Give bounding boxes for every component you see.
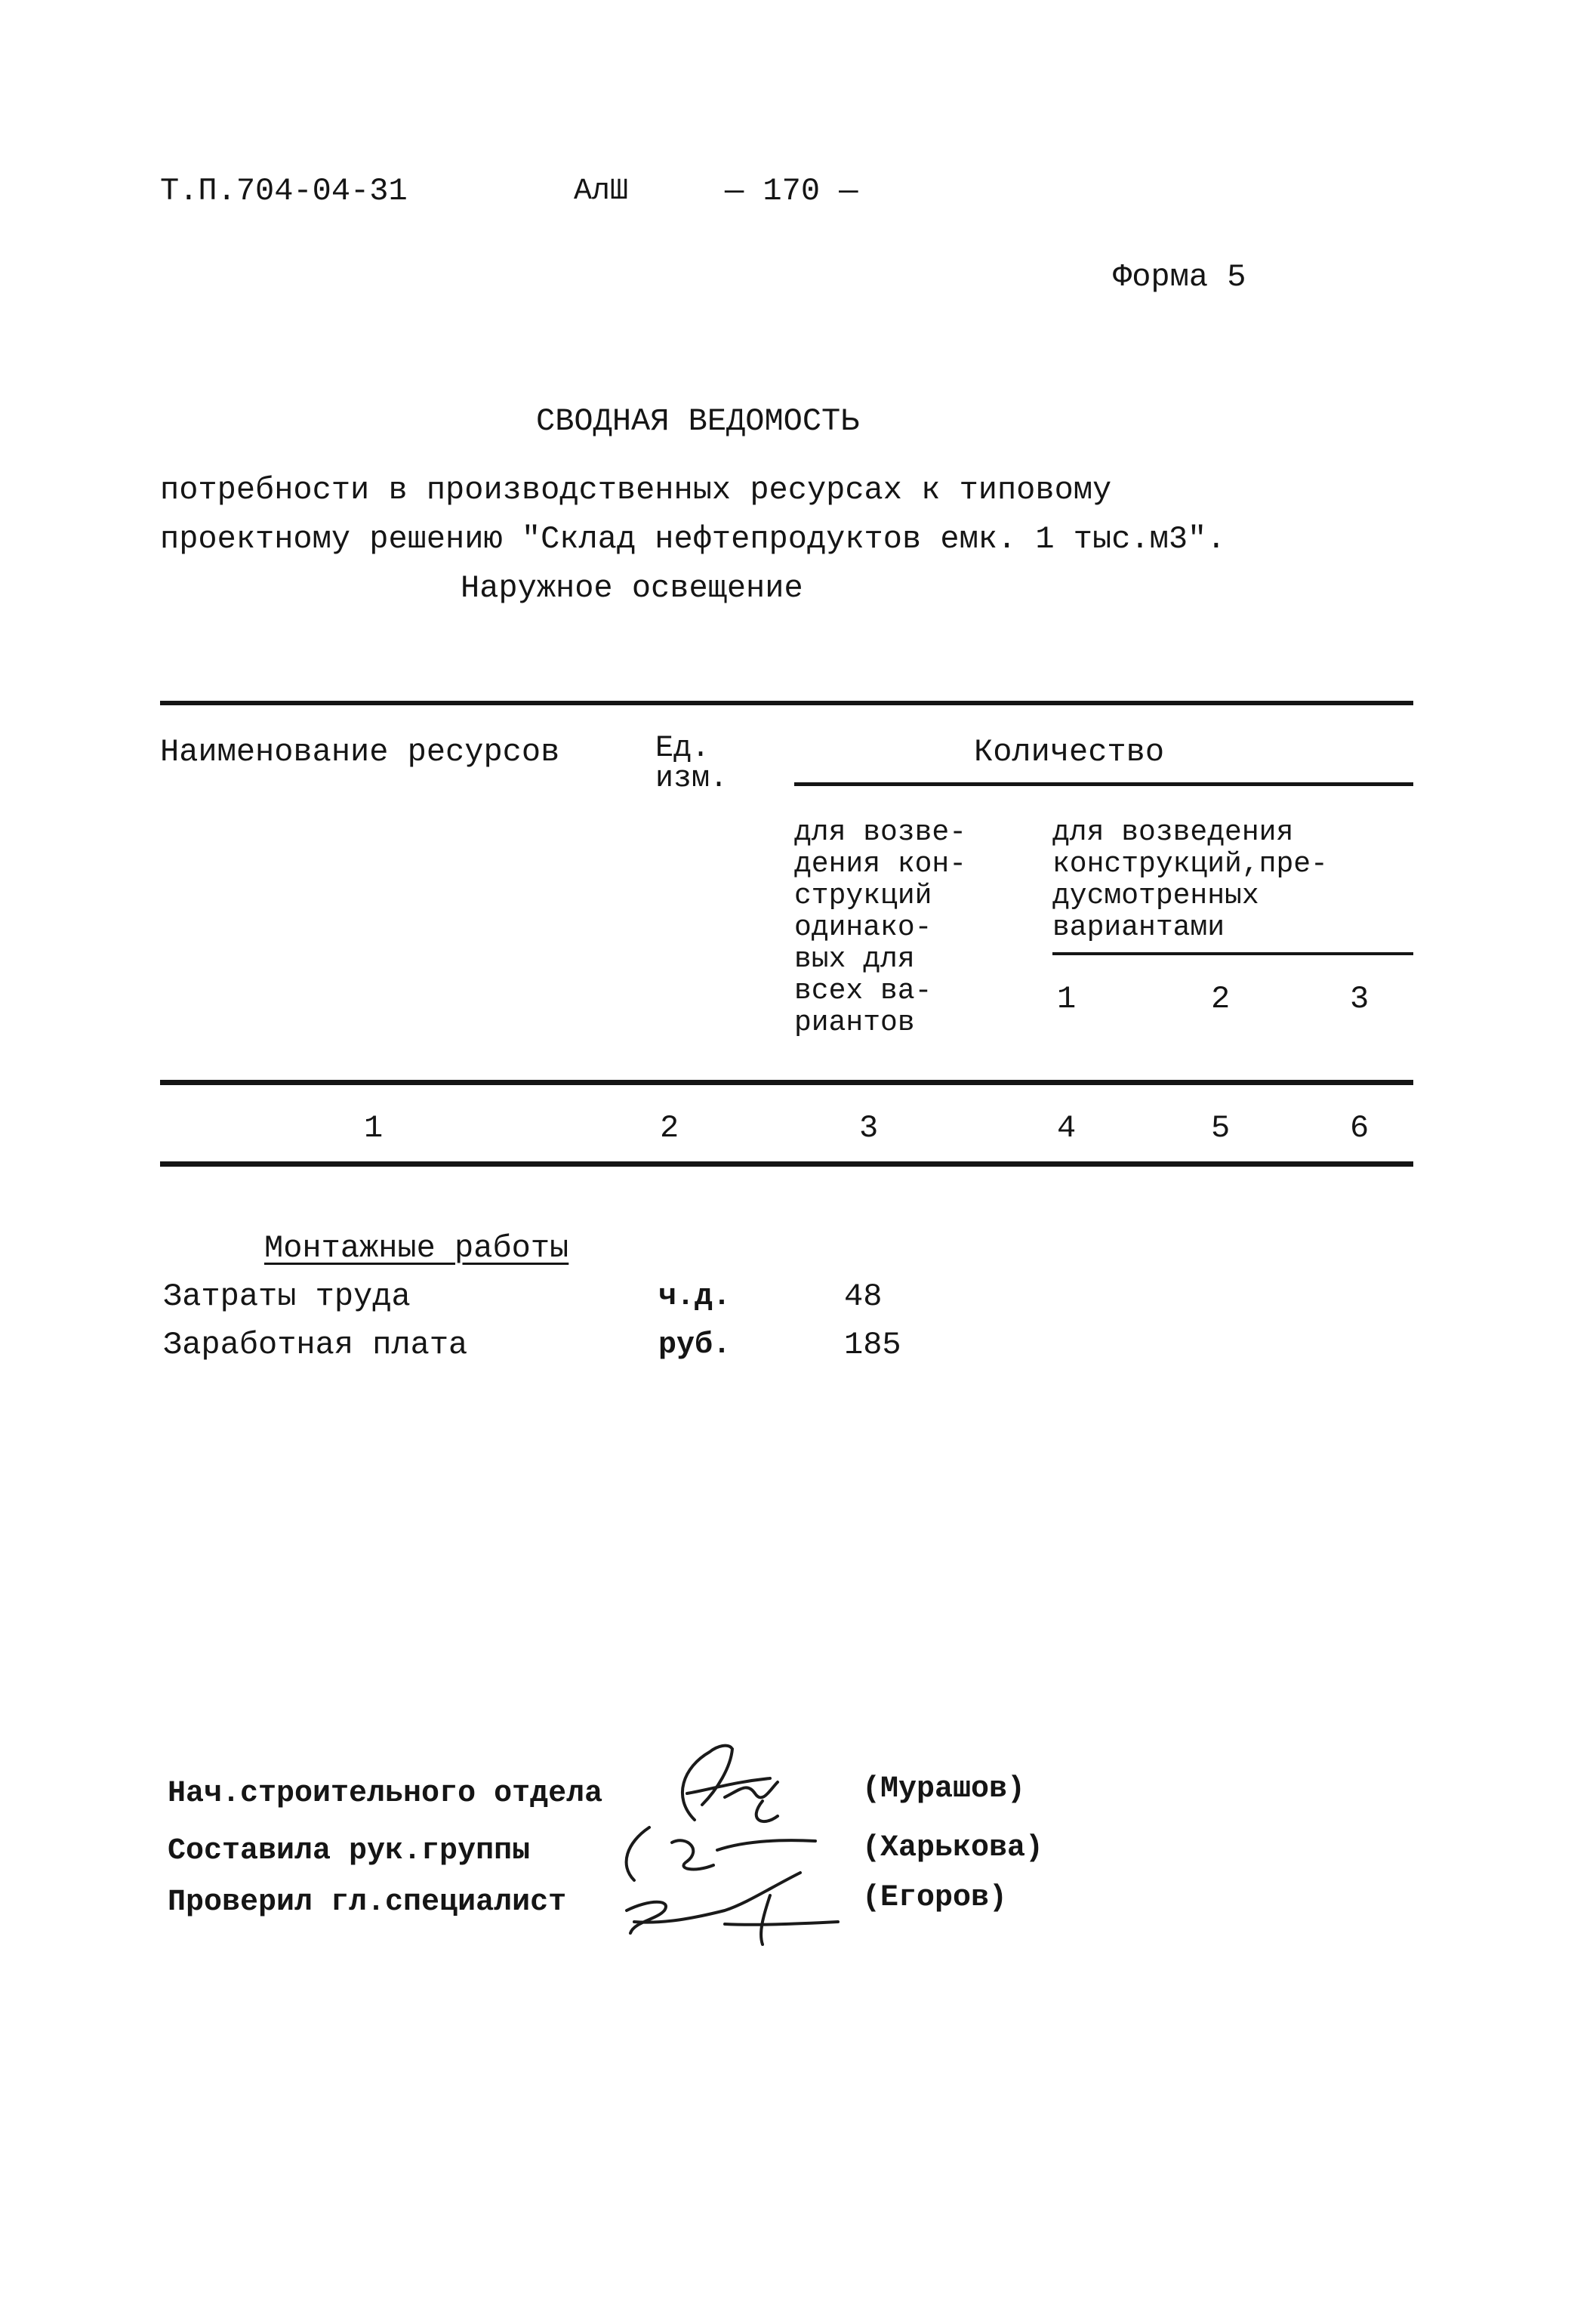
- header-common-line: струкций: [794, 880, 932, 912]
- title-subtitle: Наружное освещение: [461, 570, 803, 606]
- table-top-rule: [160, 701, 1413, 705]
- header-common-line: всех ва-: [794, 975, 932, 1007]
- variants-rule: [1052, 952, 1413, 955]
- header-variants-line: конструкций,пре-: [1052, 848, 1328, 880]
- document-title: СВОДНАЯ ВЕДОМОСТЬ: [536, 403, 860, 439]
- header-variants-line: вариантами: [1052, 911, 1225, 944]
- album-number: АлШ: [574, 174, 629, 208]
- row-name: Заработная плата: [163, 1327, 468, 1363]
- header-resource-name: Наименование ресурсов: [160, 734, 560, 770]
- header-unit-line: изм.: [655, 762, 729, 796]
- signature-name: (Мурашов): [862, 1772, 1026, 1806]
- header-variant-1: 1: [1057, 981, 1077, 1017]
- header-variants-line: для возведения: [1052, 816, 1294, 849]
- handwritten-signature-3: [619, 1865, 846, 1948]
- header-variants-line: дусмотренных: [1052, 880, 1259, 912]
- header-common-line: одинако-: [794, 911, 932, 944]
- header-unit-line: Ед.: [655, 732, 710, 766]
- column-number-6: 6: [1350, 1110, 1370, 1146]
- column-number-5: 5: [1211, 1110, 1231, 1146]
- page-number: — 170 —: [725, 173, 858, 209]
- signature-role: Проверил гл.специалист: [168, 1886, 567, 1920]
- header-common-construction: [794, 817, 966, 1039]
- title-line-1: потребности в производственных ресурсах к типовому: [160, 472, 1112, 508]
- section-title: Монтажные работы: [264, 1230, 569, 1266]
- header-variant-3: 3: [1350, 981, 1370, 1017]
- row-value: 185: [844, 1327, 901, 1363]
- quantity-rule: [794, 782, 1413, 786]
- signature-name: (Егоров): [862, 1881, 1008, 1915]
- form-label: Форма 5: [1113, 259, 1246, 295]
- numbers-bottom-rule: [160, 1161, 1413, 1167]
- column-number-2: 2: [660, 1110, 679, 1146]
- document-code: Т.П.704-04-31: [160, 173, 408, 209]
- header-common-line: вых для: [794, 943, 915, 976]
- title-line-2: проектному решению "Склад нефтепродуктов емк. 1 тыс.м3".: [160, 521, 1226, 557]
- header-unit: [655, 734, 728, 794]
- row-unit: руб.: [658, 1328, 732, 1362]
- header-common-line: дения кон-: [794, 848, 967, 880]
- row-unit: ч.д.: [658, 1280, 732, 1314]
- header-quantity: Количество: [974, 734, 1165, 770]
- header-common-line: для возве-: [794, 816, 967, 849]
- header-common-line: риантов: [794, 1007, 915, 1039]
- column-number-1: 1: [364, 1110, 384, 1146]
- header-variants: [1052, 817, 1328, 944]
- row-name: Затраты труда: [163, 1278, 411, 1315]
- header-bottom-rule: [160, 1080, 1413, 1085]
- signature-role: Составила рук.группы: [168, 1834, 531, 1868]
- signature-name: (Харькова): [862, 1831, 1044, 1865]
- signature-role: Нач.строительного отдела: [168, 1777, 603, 1811]
- row-value: 48: [844, 1278, 883, 1315]
- column-number-4: 4: [1057, 1110, 1077, 1146]
- header-variant-2: 2: [1211, 981, 1231, 1017]
- column-number-3: 3: [859, 1110, 879, 1146]
